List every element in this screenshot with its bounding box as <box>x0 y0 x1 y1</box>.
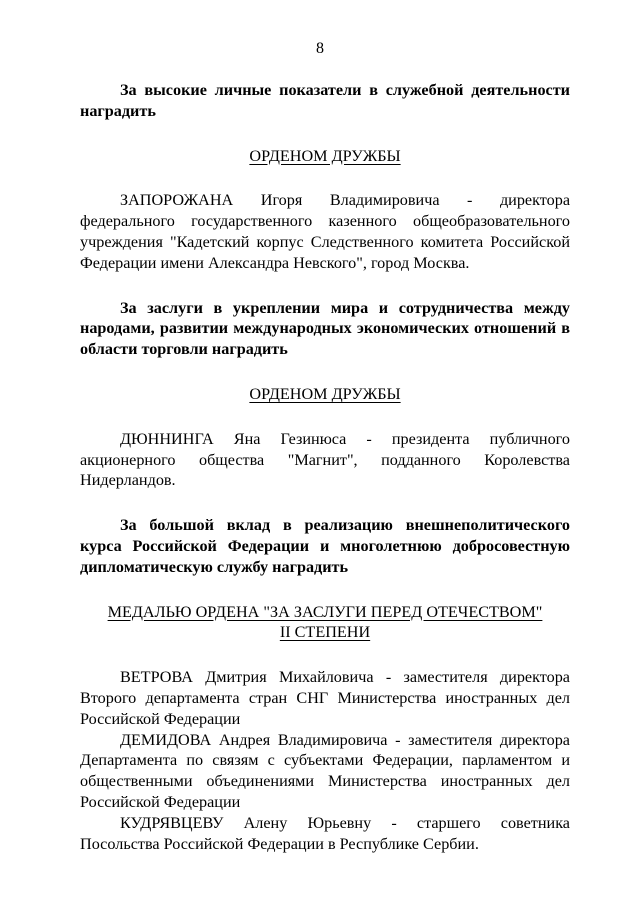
award-title-2: ОРДЕНОМ ДРУЖБЫ <box>249 384 401 403</box>
award-intro-1: За высокие личные показатели в служебной деятельности наградить <box>80 81 570 120</box>
award-title-3: МЕДАЛЬЮ ОРДЕНА "ЗА ЗАСЛУГИ ПЕРЕД ОТЕЧЕСТВОМ" <box>107 602 543 621</box>
award-title-1: ОРДЕНОМ ДРУЖБЫ <box>249 146 401 165</box>
recipient-entry: ДЮННИНГА Яна Гезинюса - президента публичного акционерного общества "Магнит", подданного Королевства Нидерландов. <box>80 429 570 490</box>
page-number: 8 <box>316 40 324 57</box>
award-intro-3: За большой вклад в реализацию внешнеполитического курса Российской Федерации и многолетнюю добросовестную дипломатическую службу наградить <box>80 516 570 576</box>
award-intro-2: За заслуги в укреплении мира и сотрудничества между народами, развитии международных экономических отношений в области торговли наградить <box>80 298 570 359</box>
award-title-3-degree: II СТЕПЕНИ <box>279 623 371 642</box>
recipient-entry: ЗАПОРОЖАНА Игоря Владимировича - директора федерального государственного казенного общеобразовательного учреждения "Кадетский корпус Следственного комитета Российской Федерации имени Александра Невского", город Москва. <box>80 191 570 272</box>
recipient-entry: КУДРЯВЦЕВУ Алену Юрьевну - старшего советника Посольства Российской Федерации в Республике Сербии. <box>80 813 570 853</box>
recipient-entry: ВЕТРОВА Дмитрия Михайловича - заместителя директора Второго департамента стран СНГ Министерства иностранных дел Российской Федерации <box>80 668 570 728</box>
document-body <box>80 80 570 854</box>
recipient-entry: ДЕМИДОВА Андрея Владимировича - заместителя директора Департамента по связям с субъектами Федерации, парламентом и общественными объединениями Министерства иностранных дел Российской Федерации <box>80 730 570 811</box>
